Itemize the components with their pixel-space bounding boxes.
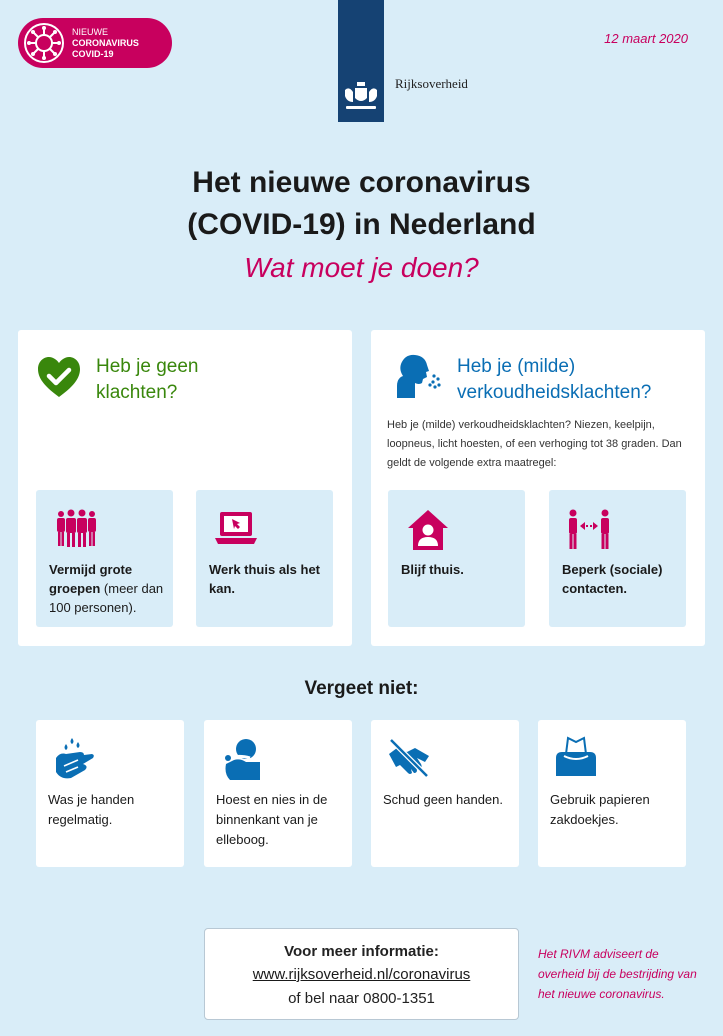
cold-symptoms-title-line1: Heb je (milde) <box>457 356 576 377</box>
distance-icon <box>567 508 611 552</box>
stay-home-card <box>388 490 525 627</box>
work-home-bold: Werk thuis als het kan. <box>209 562 321 596</box>
cough-elbow-tip <box>204 720 352 867</box>
no-handshake-label: Schud geen handen. <box>383 792 503 807</box>
badge-line2: CORONAVIRUS <box>72 37 139 48</box>
avoid-groups-bold: Vermijd grote groepen <box>49 562 133 596</box>
cold-symptoms-heading <box>393 354 651 406</box>
limit-contacts-bold: Beperk (sociale) contacten. <box>562 562 663 596</box>
title-line1: Het nieuwe coronavirus <box>192 166 531 199</box>
work-home-card <box>196 490 333 627</box>
badge-text <box>72 27 139 60</box>
sneeze-icon <box>393 354 443 400</box>
house-icon <box>406 508 450 552</box>
publication-date: 12 maart 2020 <box>604 31 688 46</box>
title-block <box>0 162 723 288</box>
no-symptoms-heading <box>36 354 198 406</box>
tissues-tip <box>538 720 686 867</box>
tissue-box-icon <box>554 736 598 780</box>
wash-hands-tip <box>36 720 184 867</box>
limit-contacts-label <box>562 560 680 598</box>
no-symptoms-title-line2: klachten? <box>96 382 178 403</box>
cough-elbow-label: Hoest en nies in de binnenkant van je elleboog. <box>216 792 328 847</box>
forget-heading: Vergeet niet: <box>304 678 419 699</box>
stay-home-bold: Blijf thuis. <box>401 562 464 577</box>
avoid-groups-rest: (meer dan 100 personen). <box>49 581 164 615</box>
cold-symptoms-title <box>457 354 651 406</box>
no-symptoms-title <box>96 354 198 406</box>
badge-line3: COVID-19 <box>72 48 114 59</box>
wash-hands-icon <box>52 736 96 780</box>
limit-contacts-card <box>549 490 686 627</box>
cold-symptoms-panel <box>371 330 705 646</box>
rivm-note: Het RIVM adviseert de overheid bij de bestrijding van het nieuwe coronavirus. <box>538 947 697 1001</box>
avoid-groups-label <box>49 560 167 617</box>
no-symptoms-panel <box>18 330 352 646</box>
elbow-cough-icon <box>220 736 264 780</box>
gov-name: Rijksoverheid <box>395 76 468 91</box>
covid-badge <box>18 18 172 68</box>
coat-of-arms-icon <box>342 80 380 112</box>
group-icon <box>54 508 98 552</box>
no-symptoms-title-line1: Heb je geen <box>96 356 199 377</box>
tissues-label: Gebruik papieren zakdoekjes. <box>550 792 650 827</box>
gov-logo-band <box>338 0 384 122</box>
virus-icon <box>24 23 64 63</box>
laptop-icon <box>214 508 258 552</box>
title-line2: (COVID-19) in Nederland <box>187 208 536 241</box>
badge-line1: NIEUWE <box>72 26 108 37</box>
more-info-phone: of bel naar 0800-1351 <box>288 990 435 1007</box>
cold-symptoms-title-line2: verkoudheidsklachten? <box>457 382 652 403</box>
more-info-box <box>204 928 519 1020</box>
heart-check-icon <box>36 354 82 400</box>
cold-symptoms-description: Heb je (milde) verkoudheidsklachten? Niezen, keelpijn, loopneus, licht hoesten, of een verhoging tot 38 graden. Dan geldt de volgende extra maatregel: <box>387 419 682 469</box>
subtitle: Wat moet je doen? <box>244 252 479 283</box>
stay-home-label <box>401 560 519 579</box>
avoid-groups-card <box>36 490 173 627</box>
more-info-heading: Voor meer informatie: <box>284 943 439 960</box>
no-handshake-icon <box>387 736 431 780</box>
wash-hands-label: Was je handen regelmatig. <box>48 792 135 827</box>
no-handshake-tip <box>371 720 519 867</box>
work-home-label <box>209 560 327 598</box>
more-info-link[interactable]: www.rijksoverheid.nl/coronavirus <box>252 966 471 983</box>
